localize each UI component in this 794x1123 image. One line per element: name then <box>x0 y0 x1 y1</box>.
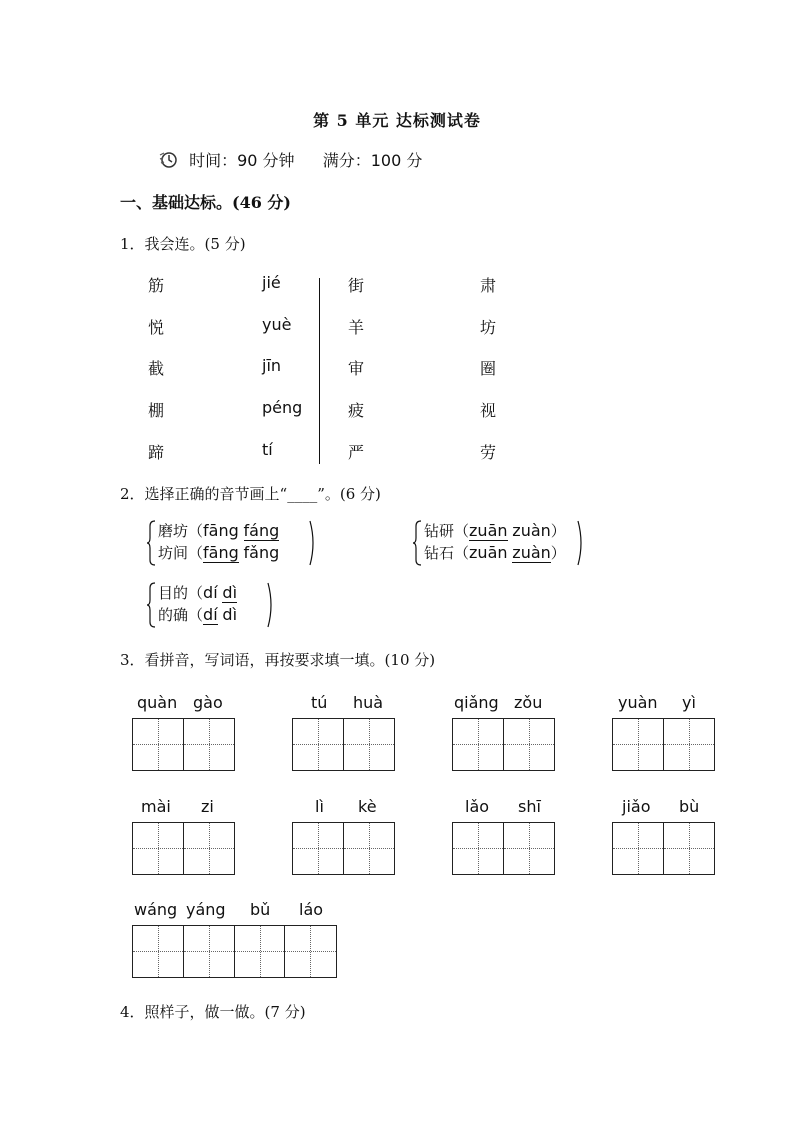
q2-line: 钻研（zuān zuàn） <box>424 521 566 540</box>
q3-pinyin: huà <box>353 693 384 712</box>
q3-title: 3．看拼音，写词语，再按要求填一填。(10 分) <box>120 651 436 669</box>
q3-pinyin: zǒu <box>514 693 543 712</box>
writing-grid[interactable] <box>452 718 555 771</box>
writing-grid[interactable] <box>292 822 395 875</box>
answer-underline[interactable]: zuàn <box>512 543 551 562</box>
q3-pinyin: shī <box>518 797 541 816</box>
writing-grid[interactable] <box>132 925 337 978</box>
q3-pinyin: yáng <box>186 900 226 919</box>
q3-pinyin: zi <box>201 797 214 816</box>
writing-grid[interactable] <box>612 718 715 771</box>
q3-pinyin: yuàn <box>618 693 658 712</box>
score-label: 满分：100 分 <box>322 151 423 170</box>
left-brace-icon <box>412 520 422 566</box>
q1-char: 筋 <box>148 276 165 295</box>
q2-group-1 <box>158 520 279 564</box>
left-brace-icon <box>146 582 156 628</box>
q2-group-2 <box>424 520 566 564</box>
q2-line: 的确（dí dì <box>158 605 238 624</box>
q3-pinyin: bǔ <box>250 900 271 919</box>
q1-word-a: 审 <box>348 359 365 378</box>
time-label: 时间：90 分钟 <box>189 151 295 170</box>
page-title: 第 5 单元 达标测试卷 <box>313 111 481 130</box>
q1-word-a: 严 <box>348 443 365 462</box>
q3-pinyin: yì <box>682 693 696 712</box>
writing-grid[interactable] <box>132 718 235 771</box>
q2-group-3 <box>158 582 237 626</box>
answer-underline[interactable]: zuān <box>469 521 508 540</box>
clock-icon <box>158 150 178 170</box>
q1-pinyin: jīn <box>262 356 282 375</box>
q2-line: 目的（dí dì <box>158 583 238 602</box>
q2-line: 坊间（fāng fǎng <box>158 543 280 562</box>
q1-word-a: 疲 <box>348 401 365 420</box>
q1-title: 1．我会连。(5 分) <box>120 235 246 253</box>
q1-word-b: 视 <box>480 401 497 420</box>
q1-pinyin: jié <box>262 273 281 292</box>
right-paren-icon <box>576 520 586 566</box>
q1-pinyin: tí <box>262 440 273 459</box>
answer-underline[interactable]: dì <box>222 583 238 602</box>
q3-pinyin: mài <box>141 797 171 816</box>
q1-char: 棚 <box>148 401 165 420</box>
answer-underline[interactable]: dí <box>203 605 218 624</box>
q3-pinyin: jiǎo <box>622 797 651 816</box>
q1-pinyin: péng <box>262 398 303 417</box>
q1-word-b: 劳 <box>480 443 497 462</box>
writing-grid[interactable] <box>132 822 235 875</box>
q1-char: 悦 <box>148 318 165 337</box>
q1-word-a: 羊 <box>348 318 365 337</box>
q3-pinyin: lǎo <box>465 797 490 816</box>
q1-char: 截 <box>148 359 165 378</box>
q4-title: 4．照样子，做一做。(7 分) <box>120 1003 306 1021</box>
q1-char: 蹄 <box>148 443 165 462</box>
q1-divider <box>319 278 320 464</box>
q3-pinyin: lì <box>315 797 324 816</box>
q2-line: 磨坊（fāng fáng <box>158 521 280 540</box>
q1-word-a: 街 <box>348 276 365 295</box>
writing-grid[interactable] <box>292 718 395 771</box>
q3-pinyin: tú <box>311 693 328 712</box>
answer-underline[interactable]: fāng <box>203 543 239 562</box>
q2-line: 钻石（zuān zuàn） <box>424 543 566 562</box>
section-1-title: 一、基础达标。(46 分) <box>120 193 291 212</box>
q2-title: 2．选择正确的音节画上“____”。(6 分) <box>120 485 381 503</box>
q3-pinyin: láo <box>299 900 324 919</box>
q1-word-b: 坊 <box>480 318 497 337</box>
right-paren-icon <box>266 582 276 628</box>
writing-grid[interactable] <box>452 822 555 875</box>
q1-pinyin: yuè <box>262 315 292 334</box>
q3-pinyin: gào <box>193 693 223 712</box>
answer-underline[interactable]: fáng <box>243 521 280 540</box>
left-brace-icon <box>146 520 156 566</box>
q1-word-b: 肃 <box>480 276 497 295</box>
q1-word-b: 圈 <box>480 359 497 378</box>
writing-grid[interactable] <box>612 822 715 875</box>
right-paren-icon <box>308 520 318 566</box>
q3-pinyin: wáng <box>134 900 178 919</box>
q3-pinyin: quàn <box>137 693 178 712</box>
exam-meta <box>158 148 422 171</box>
q3-pinyin: qiǎng <box>454 693 499 712</box>
q3-pinyin: kè <box>358 797 377 816</box>
q3-pinyin: bù <box>679 797 700 816</box>
